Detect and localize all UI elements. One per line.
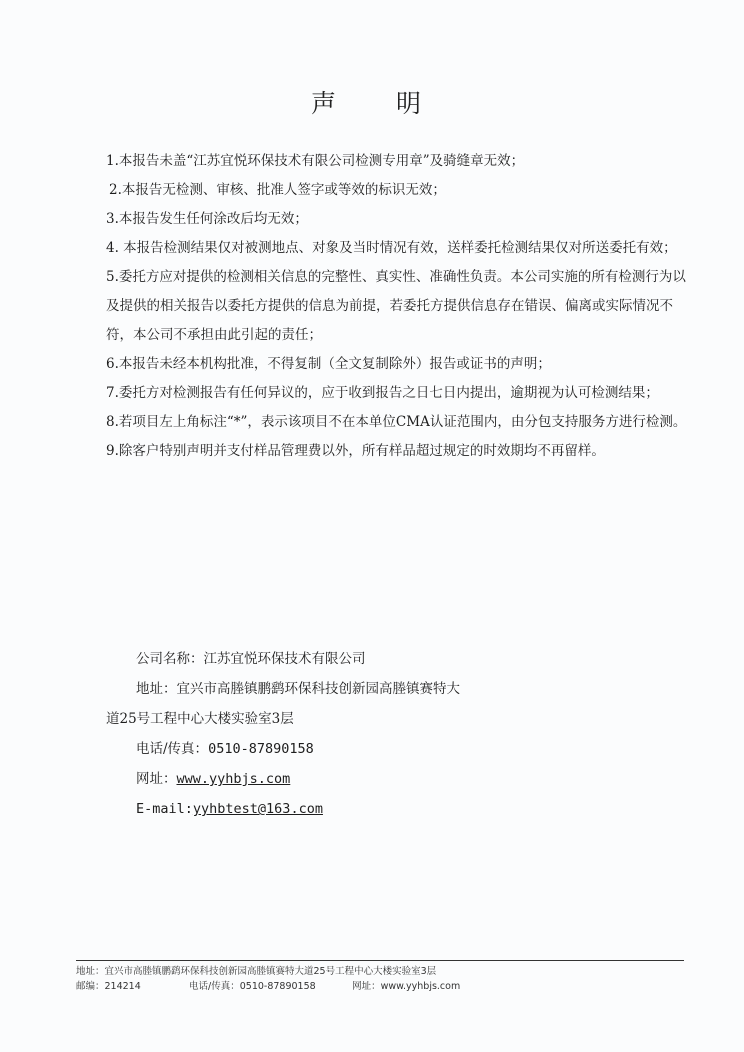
clause-1: 1.本报告未盖“江苏宜悦环保技术有限公司检测专用章”及骑缝章无效； — [106, 153, 525, 169]
email-row — [106, 794, 706, 824]
page-title: 声 明 — [311, 89, 447, 118]
phone-value: 0510-87890158 — [208, 741, 314, 757]
footer-address: 地址：宜兴市高塍镇鹏鹞环保科技创新园高塍镇赛特大道25号工程中心大楼实验室3层 — [76, 966, 437, 977]
clause-6: 6.本报告未经本机构批准，不得复制（全文复制除外）报告或证书的声明； — [106, 356, 551, 372]
contact-block — [106, 644, 706, 824]
page-footer — [76, 964, 696, 994]
clause-2: 2.本报告无检测、审核、批准人签字或等效的标识无效； — [109, 182, 446, 198]
declaration-clauses — [106, 147, 696, 466]
address-continuation-row — [106, 704, 706, 734]
clause-5: 5.委托方应对提供的检测相关信息的完整性、真实性、准确性负责。本公司实施的所有检测行为以及提供的相关报告以委托方提供的信息为前提，若委托方提供信息存在错误、偏离或实际情况不符，本公司不承担由此引起的责任； — [106, 269, 686, 343]
address-line-2: 道25号工程中心大楼实验室3层 — [106, 711, 294, 727]
footer-details — [76, 979, 696, 994]
footer-divider — [76, 960, 684, 961]
clause-3: 3.本报告发生任何涂改后均无效； — [106, 211, 308, 227]
footer-zip: 邮编：214214 — [76, 981, 141, 992]
clause-9: 9.除客户特别声明并支付样品管理费以外，所有样品超过规定的时效期均不再留样。 — [106, 443, 605, 459]
company-label: 公司名称： — [136, 651, 204, 667]
address-label: 地址： — [136, 681, 177, 697]
email-link[interactable]: yyhbtest@163.com — [192, 801, 323, 817]
address-row — [106, 674, 706, 704]
clause-7: 7.委托方对检测报告有任何异议的，应于收到报告之日七日内提出，逾期视为认可检测结果； — [106, 385, 659, 401]
web-row — [106, 764, 706, 794]
phone-label: 电话/传真： — [136, 741, 209, 757]
footer-website: 网址：www.yyhbjs.com — [352, 981, 461, 992]
web-label: 网址： — [136, 771, 177, 787]
company-name: 江苏宜悦环保技术有限公司 — [203, 651, 366, 667]
address-line-1: 宜兴市高塍镇鹏鹞环保科技创新园高塍镇赛特大 — [176, 681, 460, 697]
footer-phone: 电话/传真：0510-87890158 — [189, 981, 316, 992]
phone-row — [106, 734, 706, 764]
clause-8: 8.若项目左上角标注“*”，表示该项目不在本单位CMA认证范围内，由分包支持服务方进行检测。 — [106, 414, 687, 430]
website-link[interactable]: www.yyhbjs.com — [176, 771, 291, 787]
company-row — [106, 644, 706, 674]
clause-4: 4. 本报告检测结果仅对被测地点、对象及当时情况有效，送样委托检测结果仅对所送委托有效； — [106, 240, 677, 256]
email-label: E-mail: — [136, 801, 193, 817]
